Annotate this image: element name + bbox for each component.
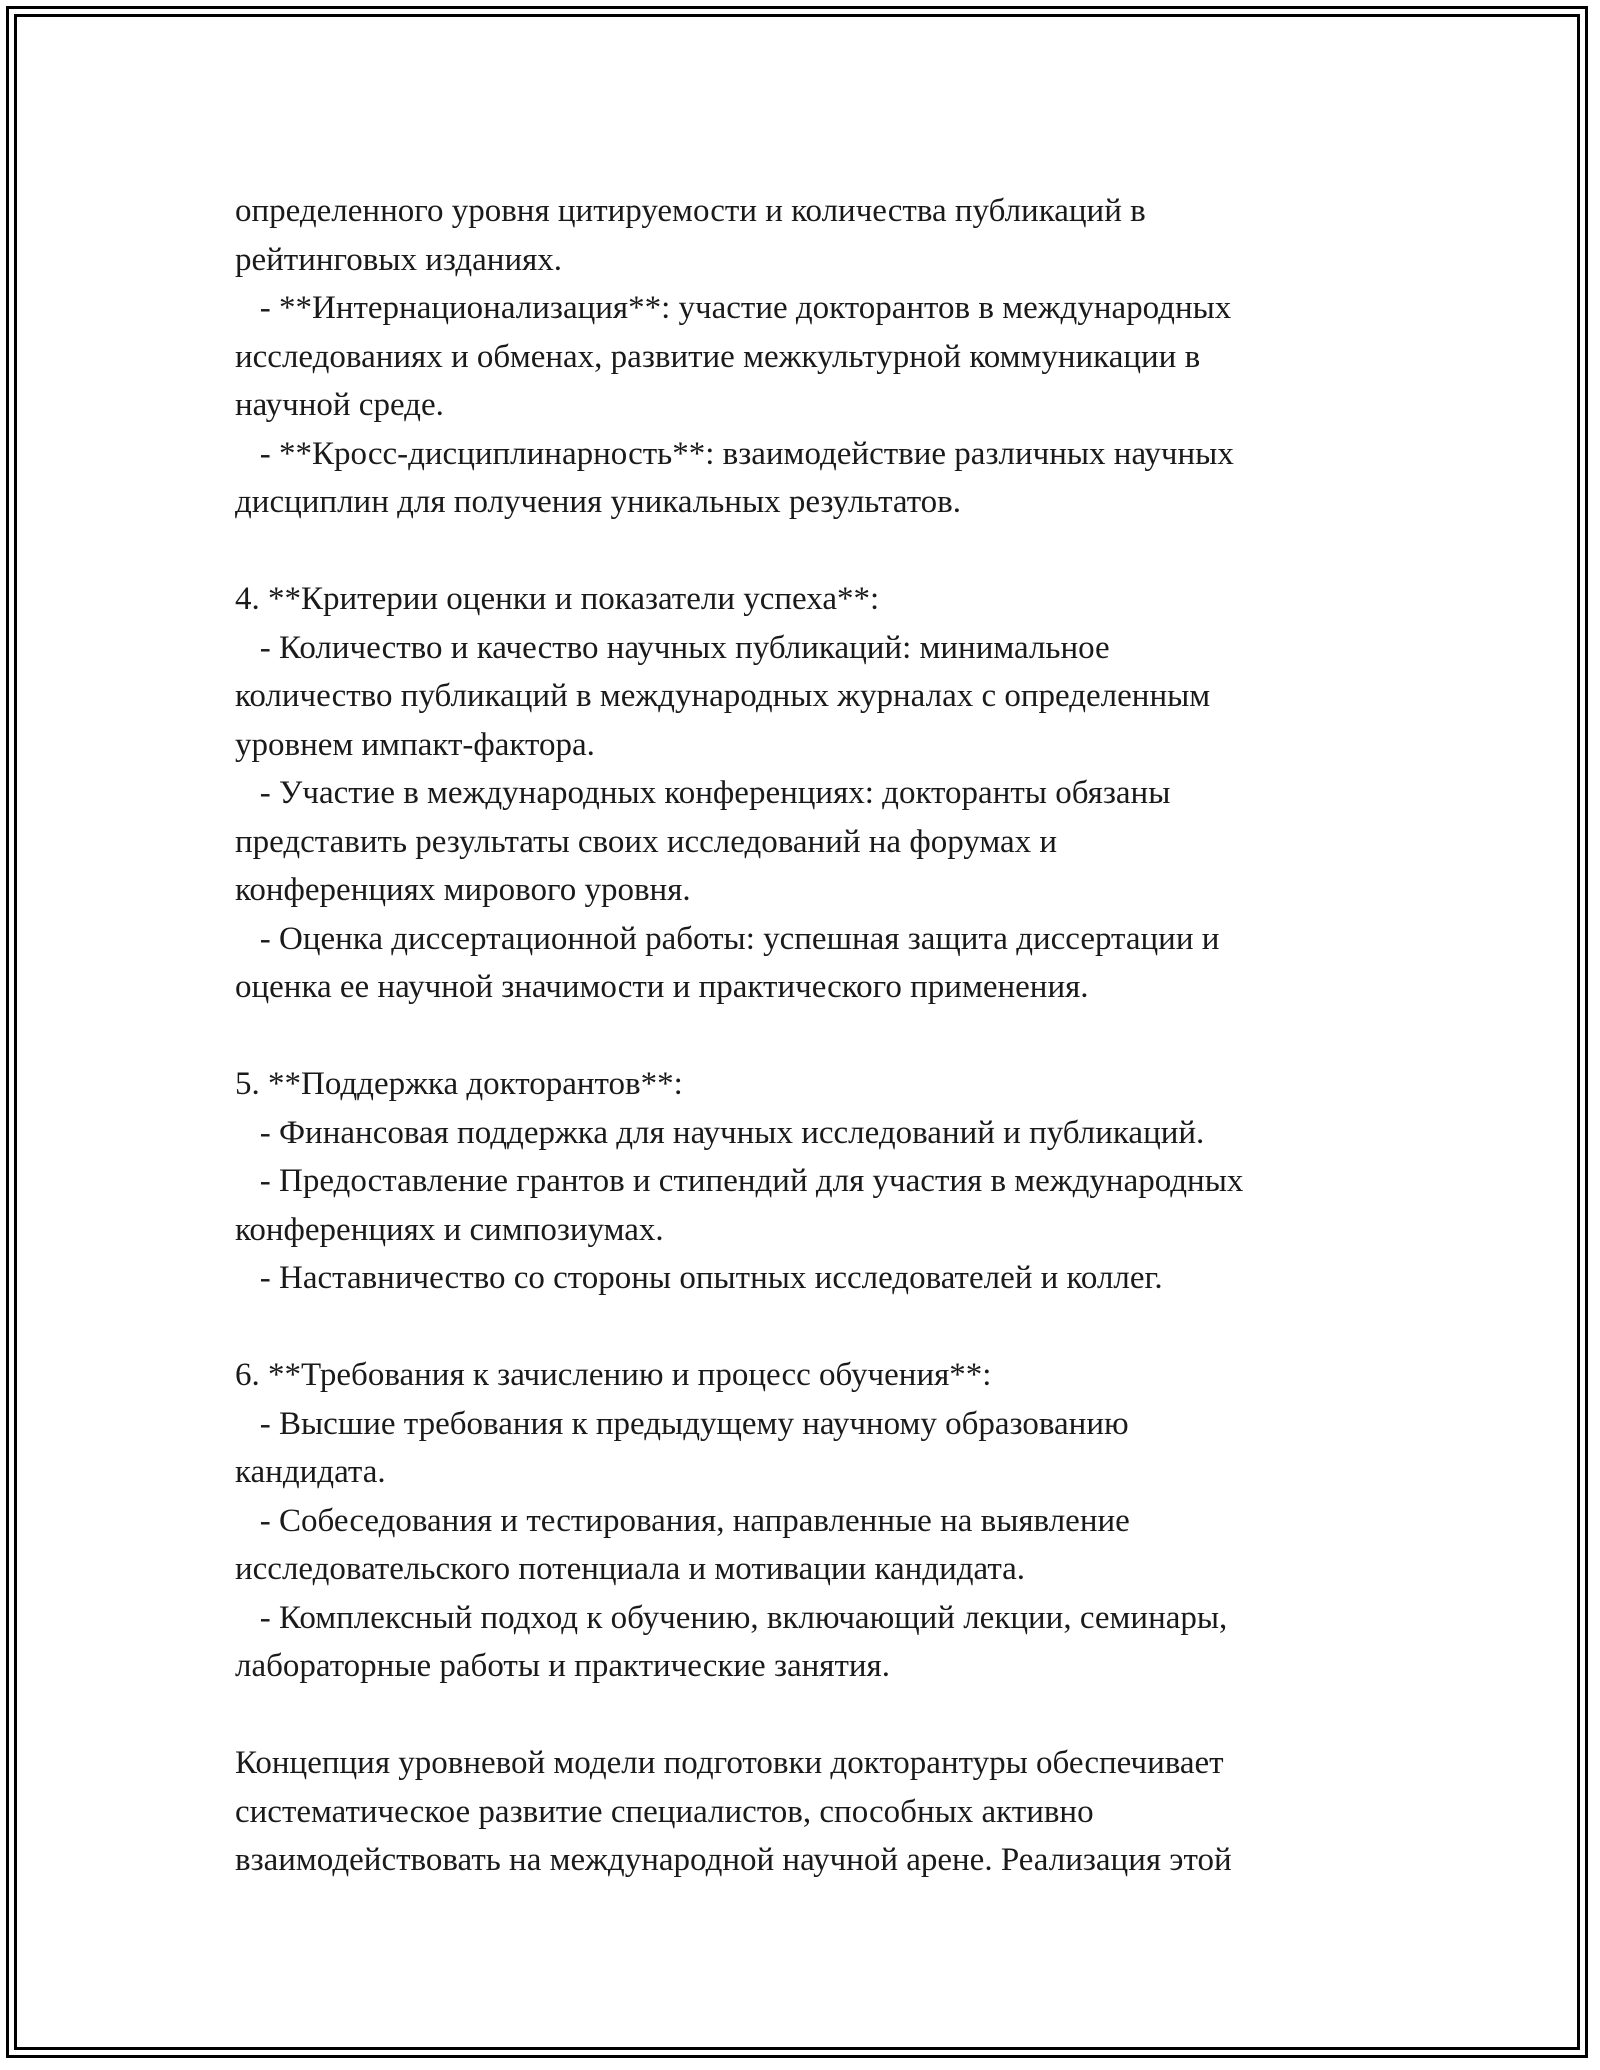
- text-line: - Количество и качество научных публикаций: минимальное: [235, 629, 1110, 666]
- text-line: конференциях и симпозиумах.: [235, 1211, 664, 1248]
- text-line: - Финансовая поддержка для научных исследований и публикаций.: [235, 1114, 1205, 1151]
- text-line: систематическое развитие специалистов, способных активно: [235, 1793, 1094, 1830]
- text-line: научной среде.: [235, 387, 444, 423]
- text-line: - Наставничество со стороны опытных исследователей и коллег.: [235, 1260, 1163, 1296]
- section-heading: 6. **Требования к зачислению и процесс обучения**:: [235, 1357, 992, 1393]
- section-heading: 4. **Критерии оценки и показатели успеха**:: [235, 581, 880, 617]
- text-line: представить результаты своих исследований на форумах и: [235, 823, 1058, 860]
- text-line: количество публикаций в международных журналах с определенным: [235, 678, 1211, 714]
- text-line: взаимодействовать на международной научной арене. Реализация этой: [235, 1842, 1232, 1878]
- text-line: определенного уровня цитируемости и количества публикаций в: [235, 193, 1146, 229]
- text-line: исследовательского потенциала и мотивации кандидата.: [235, 1551, 1026, 1587]
- text-line: оценка ее научной значимости и практического применения.: [235, 969, 1089, 1005]
- text-line: дисциплин для получения уникальных результатов.: [235, 484, 962, 520]
- paragraph-gap: [235, 1691, 1435, 1740]
- text-line: - Собеседования и тестирования, направленные на выявление: [235, 1502, 1130, 1539]
- text-line: - **Интернационализация**: участие докторантов в международных: [235, 290, 1232, 326]
- section-heading: 5. **Поддержка докторантов**:: [235, 1066, 683, 1102]
- text-line: Концепция уровневой модели подготовки докторантуры обеспечивает: [235, 1745, 1224, 1781]
- text-line: исследованиях и обменах, развитие межкультурной коммуникации в: [235, 338, 1201, 375]
- text-line: конференциях мирового уровня.: [235, 872, 691, 908]
- text-line: уровнем импакт-фактора.: [235, 726, 595, 763]
- text-line: - Предоставление грантов и стипендий для участия в международных: [235, 1163, 1244, 1199]
- text-line: - **Кросс-дисциплинарность**: взаимодействие различных научных: [235, 435, 1234, 472]
- paragraph-gap: [235, 1303, 1435, 1352]
- text-line: лабораторные работы и практические занятия.: [235, 1648, 890, 1684]
- text-line: - Комплексный подход к обучению, включающий лекции, семинары,: [235, 1599, 1228, 1636]
- text-line: кандидата.: [235, 1454, 386, 1490]
- text-line: - Высшие требования к предыдущему научному образованию: [235, 1405, 1129, 1442]
- paragraph-gap: [235, 1012, 1435, 1061]
- text-line: - Участие в международных конференциях: докторанты обязаны: [235, 775, 1171, 811]
- text-line: - Оценка диссертационной работы: успешная защита диссертации и: [235, 920, 1220, 957]
- paragraph-gap: [235, 527, 1435, 576]
- document-body: [235, 187, 1435, 1885]
- text-line: рейтинговых изданиях.: [235, 241, 563, 278]
